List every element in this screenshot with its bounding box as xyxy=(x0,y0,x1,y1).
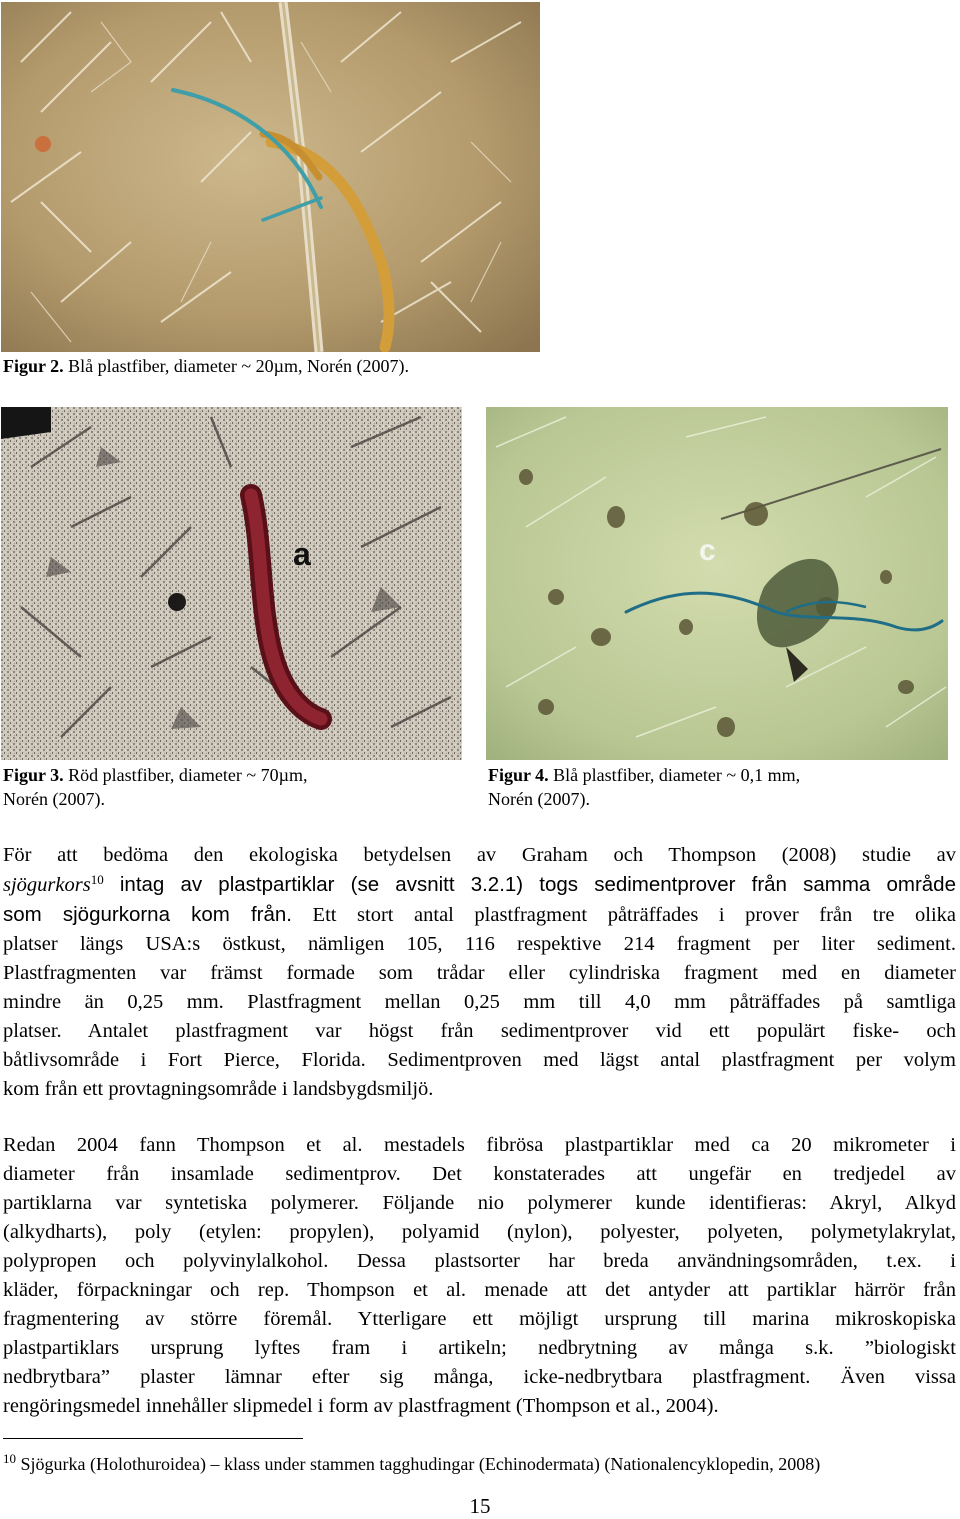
paragraph-2 xyxy=(3,1131,956,1421)
figure-4-photo xyxy=(486,407,948,760)
paragraph-1-line: kom från ett provtagningsområde i landsbygdsmiljö. xyxy=(3,1078,434,1100)
paragraph-2-line: plastpartiklars ursprung lyftes fram i artikeln; nedbrytning av många s.k. ”biologiskt xyxy=(3,1337,956,1359)
footnote xyxy=(3,1452,820,1476)
figure-2-caption xyxy=(3,354,409,378)
paragraph-2-line: kläder, förpackningar och rep. Thompson et al. menade att det antyder att partiklar härrör från xyxy=(3,1279,956,1301)
figure-4-caption xyxy=(488,763,948,811)
footnote-ref: 10 xyxy=(90,872,104,887)
figure-3-text-line2: Norén (2007). xyxy=(3,789,105,809)
figure-4-marker: c xyxy=(699,534,716,567)
paragraph-1-line: platser. Antalet plastfragment var högst från sedimentprover vid ett populärt fiske- och xyxy=(3,1020,956,1042)
paragraph-2-line: Redan 2004 fann Thompson et al. mestadels fibrösa plastpartiklar med ca 20 mikrometer i xyxy=(3,1134,956,1156)
sea-cucumber-term: sjögurkors xyxy=(3,874,91,896)
figure-2-label: Figur 2. xyxy=(3,356,64,376)
paragraph-2-line: diameter från insamlade sedimentprov. Det konstaterades att ungefär en tredjedel av xyxy=(3,1163,956,1185)
figure-2-photo xyxy=(1,2,540,352)
footnote-number: 10 xyxy=(3,1451,16,1466)
paragraph-1-line: mindre än 0,25 mm. Plastfragment mellan 0,25 mm till 4,0 mm påträffades på samtliga xyxy=(3,991,956,1013)
figure-4-text-line1: Blå plastfiber, diameter ~ 0,1 mm, xyxy=(548,765,801,785)
paragraph-1-line: platser längs USA:s östkust, nämligen 105, 116 respektive 214 fragment per liter sediment. xyxy=(3,933,956,955)
paragraph-2-line: nedbrytbara” plaster lämnar efter sig många, icke-nedbrytbara plastfragment. Även vissa xyxy=(3,1366,956,1388)
paragraph-1-text: som sjögurkorna kom från. xyxy=(3,903,292,926)
page-number: 15 xyxy=(469,1494,491,1518)
figure-3-marker: a xyxy=(293,536,311,572)
paragraph-1-line: Plastfragmenten var främst formade som trådar eller cylindriska fragment med en diameter xyxy=(3,962,956,984)
paragraph-1-text: Ett stort antal plastfragment påträffades i prover från tre olika xyxy=(291,904,956,926)
paragraph-2-line: (alkydharts), poly (etylen: propylen), polyamid (nylon), polyester, polyeten, polymetylakrylat, xyxy=(3,1221,956,1243)
paragraph-1-line xyxy=(3,870,956,900)
paragraph-2-line: fragmentering av större föremål. Ytterligare ett möjligt ursprung till marina mikroskopiska xyxy=(3,1308,956,1330)
footnote-text: Sjögurka (Holothuroidea) – klass under stammen tagghudingar (Echinodermata) (Nationalencyklopedin, 2008) xyxy=(16,1454,821,1474)
paragraph-1-line: För att bedöma den ekologiska betydelsen av Graham och Thompson (2008) studie av xyxy=(3,844,956,866)
paragraph-2-line: partiklarna var syntetiska polymerer. Följande nio polymerer kunde identifieras: Akryl, Alkyd xyxy=(3,1192,956,1214)
figure-3-photo xyxy=(1,407,462,760)
figure-2-text: Blå plastfiber, diameter ~ 20µm, Norén (2007). xyxy=(63,356,409,376)
paragraph-1-line xyxy=(3,900,956,930)
figure-4-text-line2: Norén (2007). xyxy=(488,789,590,809)
paragraph-2-line: polypropen och polyvinylalkohol. Dessa plastsorter har breda användningsområden, t.ex. i xyxy=(3,1250,956,1272)
figure-3-label: Figur 3. xyxy=(3,765,64,785)
footnote-divider xyxy=(3,1438,303,1439)
paragraph-1-line: båtlivsområde i Fort Pierce, Florida. Sedimentproven med lägst antal plastfragment per volym xyxy=(3,1049,956,1071)
figure-3-caption xyxy=(3,763,463,811)
paragraph-1-text: intag av plastpartiklar (se avsnitt 3.2.1) togs sedimentprover från samma område xyxy=(103,873,956,896)
figure-3-text-line1: Röd plastfiber, diameter ~ 70µm, xyxy=(63,765,308,785)
paragraph-1 xyxy=(3,841,956,1104)
figure-4-label: Figur 4. xyxy=(488,765,549,785)
paragraph-2-line: rengöringsmedel innehåller slipmedel i form av plastfragment (Thompson et al., 2004). xyxy=(3,1395,719,1417)
